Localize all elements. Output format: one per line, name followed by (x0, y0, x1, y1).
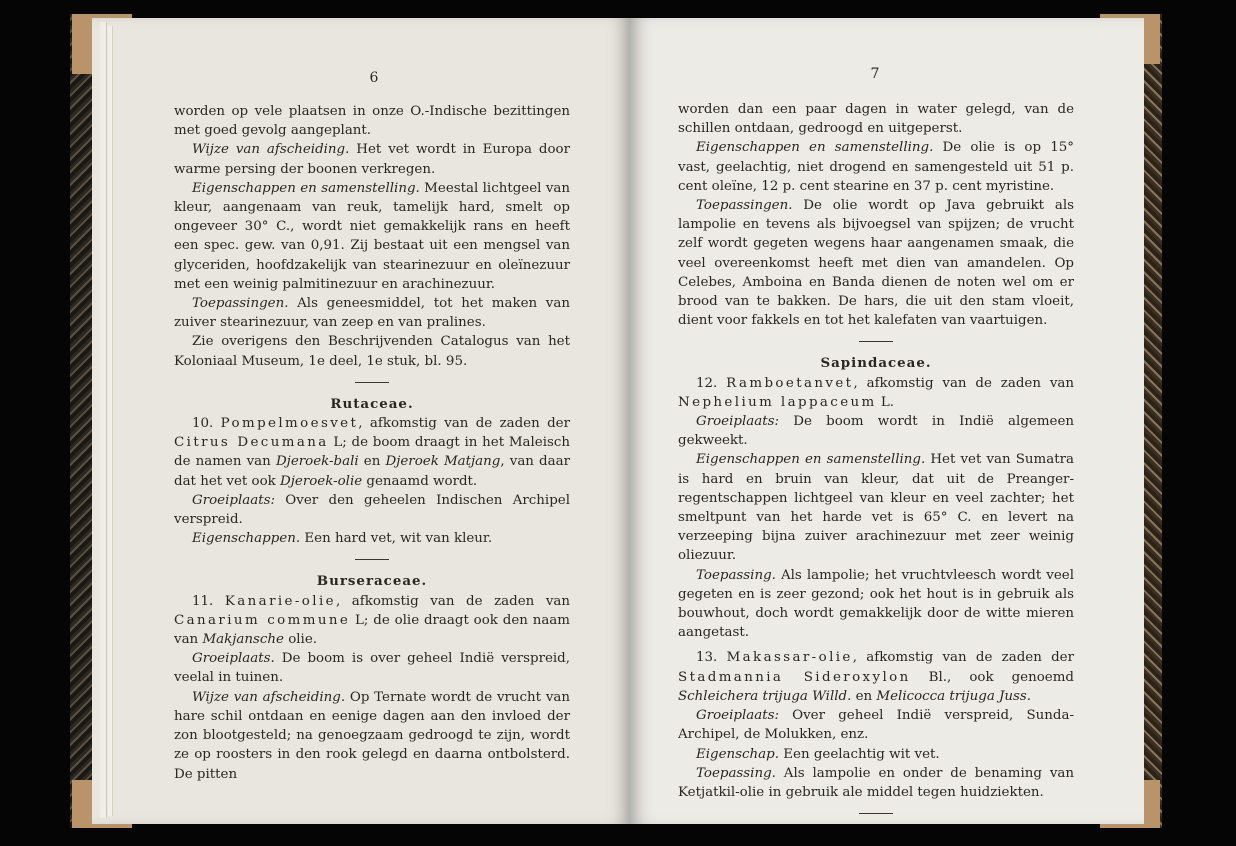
paragraph-label: Toepassing. (696, 567, 776, 583)
entry-number: 12. (696, 375, 718, 391)
paragraph-label: Toepassingen. (696, 198, 793, 214)
entry-paragraph (174, 592, 570, 650)
paragraph-text: Over den geheelen Indischen Archipel verspreid. (174, 492, 570, 528)
paragraph-text: Meestal lichtgeel van kleur, aangenaam van reuk, tamelijk hard, smelt op ongeveer 30° C., wordt niet gemakkelijk rans en heeft een spec. gew. van 0,91. Zij bestaat uit een mengsel van glyceriden, hoofdzakelijk van stearinezuur en oleïnezuur met een weinig palmitinezuur en arachinezuur. (174, 180, 570, 292)
end-divider (859, 813, 893, 814)
paragraph-text: Een hard vet, wit van kleur. (300, 531, 493, 547)
paragraph-text: Een geelachtig wit vet. (779, 746, 940, 762)
entry-local-name: Djeroek Matjang (385, 454, 501, 470)
paragraph (678, 196, 1074, 330)
paragraph-text: Op Ternate wordt de vrucht van hare schil ontdaan en eenige dagen aan den invloed der zon blootgesteld; na genoegzaam gedroogd te zijn, wordt ze op roosters in den rook gelegd en daarna ontbolsterd. De pitten (174, 689, 570, 782)
paragraph-label: Eigenschappen en samenstelling. (696, 140, 934, 156)
entry-text: en (851, 688, 877, 704)
paragraph-text: Het vet wordt in Europa door warme persing der boonen verkregen. (174, 142, 570, 177)
paragraph: Zie overigens den Beschrijvenden Catalogus van het Koloniaal Museum, 1e deel, 1e stuk, bl. 95. (174, 334, 570, 369)
paragraph (174, 491, 570, 529)
paragraph-text: Het vet van Sumatra is hard en bruin van kleur, dat uit de Preanger-regentschappen lichtgeel van kleur en veel zachter; het smeltpunt van het harde vet is 65° C. en levert na verzeeping bijna zuiver arachinezuur met zeer weinig oliezuur. (678, 452, 1074, 564)
paragraph (678, 412, 1074, 450)
paragraph (678, 706, 1074, 744)
entry-synonym: Schleichera trijuga Willd. (678, 688, 852, 704)
paragraph-text: Als lampolie; het vruchtvleesch wordt veel gegeten en is zeer gezond; ook het hout is in gebruik als bouwhout, doch wordt gemakkelijk door de witte mieren aangetast. (678, 567, 1074, 641)
entry-species: Canarium commune (174, 612, 351, 628)
paragraph-text: De boom wordt in Indië algemeen gekweekt. (678, 414, 1074, 449)
page-stack-edge (100, 22, 107, 818)
paragraph-text: Als lampolie en onder de benaming van Ketjatkil-olie in gebruik ale middel tegen huidziekten. (678, 765, 1074, 800)
page-number-right: 7 (870, 66, 880, 82)
entry-text: , afkomstig van de zaden der (852, 650, 1074, 666)
section-heading: Rutaceae. (330, 395, 414, 412)
entry-local-name: Djeroek-olie (280, 473, 363, 489)
paragraph-label: Eigenschappen en samenstelling. (192, 180, 420, 196)
paragraph: worden dan een paar dagen in water gelegd, van de schillen ontdaan, gedroogd en uitgeperst. (678, 102, 1074, 137)
entry-species: Nephelium lappaceum (678, 394, 877, 410)
entry-text: , afkomstig van de zaden der (358, 416, 570, 432)
paragraph (678, 745, 1074, 764)
entry-text: en (358, 454, 386, 470)
entry-text: L; de olie draagt ook den naam van (174, 612, 570, 648)
paragraph: worden op vele plaatsen in onze O.-Indische bezittingen met goed gevolg aangeplant. (174, 104, 570, 139)
paragraph-label: Groeiplaats: (696, 708, 779, 724)
paragraph (678, 450, 1074, 565)
entry-text: L; de boom draagt in het Maleisch de namen van (174, 435, 570, 470)
entry-local-name: Djeroek-bali (275, 454, 359, 470)
entry-name: Ramboetanvet (726, 375, 854, 391)
paragraph-label: Eigenschappen. (192, 531, 301, 547)
entry-name: Pompelmoesvet (220, 416, 359, 432)
section-divider (355, 559, 389, 560)
paragraph (174, 140, 570, 178)
entry-number: 11. (192, 593, 214, 609)
paragraph-label: Eigenschappen en samenstelling. (696, 452, 926, 468)
paragraph-text: De olie is op 15° vast, geelachtig, niet drogend en samengesteld uit 51 p. cent oleïne, 12 p. cent stearine en 37 p. cent myristine. (678, 140, 1074, 194)
entry-text: L. (876, 394, 895, 410)
section-divider (859, 341, 893, 342)
entry-species: Stadmannia Sideroxylon (678, 669, 911, 685)
entry-paragraph (678, 374, 1074, 412)
paragraph (678, 764, 1074, 802)
entry-species: Citrus Decumana (174, 435, 329, 451)
paragraph-label: Toepassing. (696, 765, 776, 781)
paragraph-text: De olie wordt op Java gebruikt als lampolie en tevens als bijvoegsel van spijzen; de vrucht zelf wordt gegeten wegens haar aangenamen smaak, die veel overeenkomst heeft met dien van amandelen. Op Celebes, Amboina en Banda dienen de noten wel om er brood van te bakken. De hars, die uit den stam vloeit, dient voor fakkels en tot het kalefaten van vaartuigen. (678, 198, 1074, 329)
left-page-body (174, 102, 570, 784)
paragraph-text: Als geneesmiddel, tot het maken van zuiver stearinezuur, van zeep en van pralines. (174, 296, 570, 331)
right-page-body (678, 100, 1074, 826)
entry-text: , afkomstig van de zaden van (335, 593, 570, 609)
paragraph-label: Toepassingen. (192, 296, 289, 312)
paragraph (678, 566, 1074, 643)
paragraph (678, 138, 1074, 196)
paragraph (174, 649, 570, 687)
page-stack-edge-inner (108, 26, 113, 816)
paragraph-text: Over geheel Indië verspreid, Sunda-Archipel, de Molukken, enz. (678, 708, 1074, 743)
paragraph (174, 294, 570, 332)
paragraph (174, 529, 570, 548)
paragraph (174, 688, 570, 784)
paragraph-label: Groeiplaats: (696, 414, 779, 430)
paragraph-label: Groeiplaats. (192, 651, 275, 667)
entry-number: 10. (192, 416, 214, 432)
page-number-left: 6 (369, 70, 379, 86)
entry-name: Makassar-olie (726, 650, 853, 666)
entry-number: 13. (696, 650, 718, 666)
paragraph (174, 179, 570, 294)
entry-text: genaamd wordt. (362, 473, 478, 489)
section-divider (355, 382, 389, 383)
entry-text: Bl., ook genoemd (910, 669, 1074, 685)
paragraph-label: Eigenschap. (696, 746, 779, 762)
entry-text: olie. (283, 632, 318, 648)
entry-paragraph (678, 648, 1074, 706)
section-heading: Burseraceae. (316, 573, 428, 590)
entry-name: Kanarie-olie (224, 593, 336, 609)
paragraph-label: Wijze van afscheiding. (192, 142, 350, 158)
entry-text: , van daar dat het vet ook (174, 454, 570, 489)
section-heading: Sapindaceae. (820, 355, 932, 372)
entry-paragraph (174, 414, 570, 491)
paragraph-label: Groeiplaats: (192, 492, 275, 508)
entry-text: , afkomstig van de zaden van (853, 375, 1074, 391)
paragraph-label: Wijze van afscheiding. (192, 689, 346, 705)
paragraph-text: De boom is over geheel Indië verspreid, veelal in tuinen. (174, 651, 570, 686)
entry-local-name: Makjansche (202, 632, 284, 648)
entry-synonym: Melicocca trijuga Juss. (876, 688, 1032, 704)
